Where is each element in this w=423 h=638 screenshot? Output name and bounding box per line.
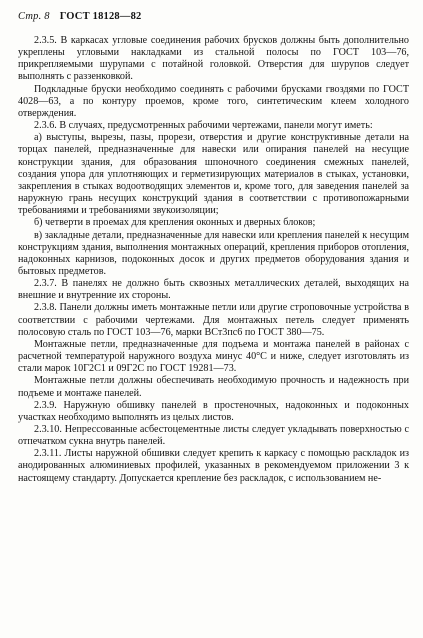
- paragraph: Монтажные петли, предназначенные для подъема и монтажа панелей в районах с расчетной температурой наружного воздуха минус 40°С и ниже, следует изготовлять из стали марок 10Г2С1 и 09Г2С по ГОСТ 19281—73.: [18, 338, 409, 375]
- paragraph: 2.3.5. В каркасах угловые соединения рабочих брусков должны быть дополнительно укреплены угловыми накладками из стальной полосы по ГОСТ 103—76, прикрепляемыми шурупами с потайной головкой. Отверстия для шурупов следует выполнять с раззенковкой.: [18, 35, 409, 83]
- paragraph: 2.3.8. Панели должны иметь монтажные петли или другие строповочные устройства в соответствии с рабочими чертежами. Для монтажных петель следует применять полосовую сталь по ГОСТ 103—76, марки ВСт3пс6 по ГОСТ 380—75.: [18, 302, 409, 338]
- paragraph: а) выступы, вырезы, пазы, прорези, отверстия и другие конструктивные детали на торцах панелей, предназначенные для навески или опирания панелей на несущие конструкции здания, для образования шпоночного соединения смежных панелей, создания упора для уплотняющих и герметизирующих материалов в стыках, установки, закрепления в стыках водоотводящих элементов и, кроме того, для заведения панелей за наружную грань несущих конструкций здания в соответствии с противопожарными требованиями и требованиями звукоизоляции;: [18, 132, 409, 217]
- paragraph: 2.3.9. Наружную обшивку панелей в простеночных, надоконных и подоконных участках необходимо выполнять из целых листов.: [18, 399, 409, 423]
- page-number: Стр. 8: [18, 11, 50, 22]
- paragraph: Монтажные петли должны обеспечивать необходимую прочность и надежность при подъеме и монтаже панелей.: [18, 375, 409, 399]
- standard-code: ГОСТ 18128—82: [59, 11, 142, 22]
- paragraph: 2.3.6. В случаях, предусмотренных рабочими чертежами, панели могут иметь:: [34, 120, 373, 132]
- paragraph: 2.3.10. Непрессованные асбестоцементные листы следует укладывать поверхностью с отпечатком сукна внутрь панелей.: [18, 424, 409, 448]
- document-body: [18, 35, 409, 485]
- paragraph: в) закладные детали, предназначенные для навески или крепления панелей к несущим конструкциям здания, выполнения монтажных операций, крепления приборов отопления, надоконных карнизов, подоконных досок и других предметов оборудования здания и бытовых предметов.: [18, 229, 409, 277]
- page-header: [18, 11, 409, 22]
- paragraph: 2.3.11. Листы наружной обшивки следует крепить к каркасу с помощью раскладок из анодированных алюминиевых профилей, указанных в рекомендуемом приложении 3 к настоящему стандарту. Допускается крепление без раскладок, с использованием не-: [18, 448, 409, 484]
- paragraph: б) четверти в проемах для крепления оконных и дверных блоков;: [34, 217, 316, 229]
- paragraph: Подкладные бруски необходимо соединять с рабочими брусками гвоздями по ГОСТ 4028—63, а по контуру проемов, кроме того, синтетическим клеем холодного отверждения.: [18, 83, 409, 119]
- paragraph: 2.3.7. В панелях не должно быть сквозных металлических деталей, выходящих на внешние и внутренние их стороны.: [18, 278, 409, 302]
